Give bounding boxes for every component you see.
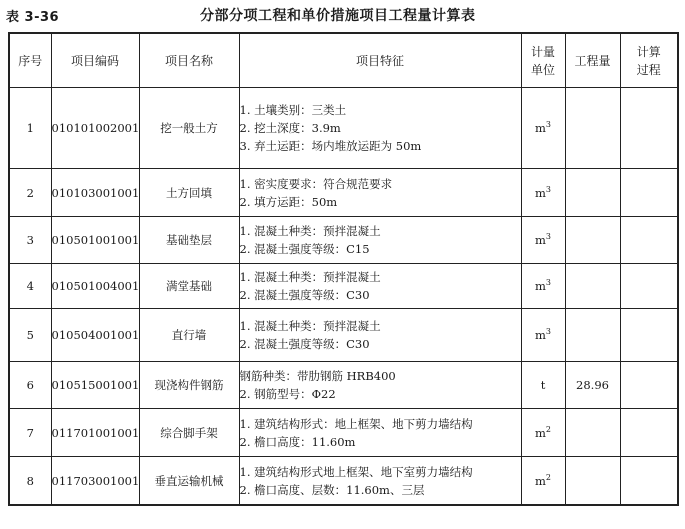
header-quantity: 工程量 — [565, 33, 620, 88]
cell-quantity — [565, 217, 620, 264]
cell-unit — [521, 217, 565, 264]
table-row — [9, 362, 678, 409]
table-row — [9, 88, 678, 169]
cell-code: 010103001001 — [51, 169, 139, 217]
cell-features — [239, 409, 521, 457]
cell-code: 011701001001 — [51, 409, 139, 457]
cell-name: 满堂基础 — [139, 264, 239, 309]
cell-features — [239, 169, 521, 217]
cell-name: 土方回填 — [139, 169, 239, 217]
cell-name: 综合脚手架 — [139, 409, 239, 457]
feature-line: 1. 混凝土种类：预拌混凝土 — [239, 270, 381, 284]
cell-seq: 2 — [9, 169, 51, 217]
cell-features — [239, 217, 521, 264]
cell-seq: 1 — [9, 88, 51, 169]
cell-code: 010501004001 — [51, 264, 139, 309]
unit-exponent: 2 — [545, 424, 551, 434]
cell-quantity — [565, 309, 620, 362]
feature-line: 1. 建筑结构形式：地上框架、地下剪力墙结构 — [239, 416, 473, 431]
unit-exponent: 3 — [545, 232, 551, 242]
cell-quantity: 28.96 — [565, 362, 620, 409]
unit-base: m — [535, 121, 546, 135]
cell-seq: 5 — [9, 309, 51, 362]
cell-quantity — [565, 264, 620, 309]
cell-name: 直行墙 — [139, 309, 239, 362]
cell-code: 010504001001 — [51, 309, 139, 362]
feature-line: 1. 土壤类别：三类土 — [239, 103, 347, 117]
header-calc — [620, 33, 678, 88]
unit-exponent: 3 — [545, 278, 551, 288]
unit-exponent: 3 — [545, 327, 551, 337]
cell-seq: 3 — [9, 217, 51, 264]
cell-features — [239, 362, 521, 409]
table-row — [9, 217, 678, 264]
unit-exponent: 3 — [545, 184, 551, 194]
header-calc-line1: 计算 — [636, 44, 661, 59]
cell-calc — [620, 88, 678, 169]
table-title: 分部分项工程和单价措施项目工程量计算表 — [200, 8, 476, 24]
unit-base: m — [535, 279, 546, 293]
cell-name: 基础垫层 — [139, 217, 239, 264]
cell-quantity — [565, 409, 620, 457]
unit-exponent: 3 — [545, 120, 551, 130]
table-row — [9, 264, 678, 309]
cell-calc — [620, 457, 678, 506]
cell-seq: 4 — [9, 264, 51, 309]
cell-unit — [521, 309, 565, 362]
cell-calc — [620, 409, 678, 457]
cell-features — [239, 309, 521, 362]
unit-base: m — [535, 233, 546, 247]
cell-code: 010515001001 — [51, 362, 139, 409]
cell-code: 010501001001 — [51, 217, 139, 264]
cell-seq: 6 — [9, 362, 51, 409]
feature-line: 2. 混凝土强度等级：C15 — [239, 242, 370, 256]
cell-unit — [521, 264, 565, 309]
feature-line: 2. 填方运距：50m — [239, 194, 338, 209]
header-code: 项目编码 — [51, 33, 139, 88]
feature-line: 1. 混凝土种类：预拌混凝土 — [239, 224, 381, 238]
cell-calc — [620, 362, 678, 409]
unit-exponent: 2 — [545, 472, 551, 482]
cell-quantity — [565, 88, 620, 169]
cell-calc — [620, 264, 678, 309]
feature-line: 1. 密实度要求：符合规范要求 — [239, 176, 393, 191]
header-calc-line2: 过程 — [636, 62, 661, 77]
cell-name: 挖一般土方 — [139, 88, 239, 169]
header-unit — [521, 33, 565, 88]
feature-line: 2. 檐口高度：11.60m — [239, 434, 356, 449]
header-unit-line2: 单位 — [530, 62, 555, 77]
cell-name: 现浇构件钢筋 — [139, 362, 239, 409]
cell-features — [239, 88, 521, 169]
table-row — [9, 457, 678, 506]
header-name: 项目名称 — [139, 33, 239, 88]
table-row — [9, 169, 678, 217]
cell-code: 011703001001 — [51, 457, 139, 506]
cell-unit — [521, 362, 565, 409]
cell-name: 垂直运输机械 — [139, 457, 239, 506]
cell-calc — [620, 217, 678, 264]
cell-unit — [521, 457, 565, 506]
feature-line: 2. 檐口高度、层数：11.60m、三层 — [239, 482, 425, 497]
cell-unit — [521, 88, 565, 169]
feature-line: 2. 钢筋型号：Φ22 — [239, 387, 336, 401]
feature-line: 3. 弃土运距：场内堆放运距为 50m — [239, 139, 422, 153]
table-row — [9, 309, 678, 362]
cell-calc — [620, 169, 678, 217]
cell-seq: 7 — [9, 409, 51, 457]
header-seq: 序号 — [9, 33, 51, 88]
feature-line: 2. 混凝土强度等级：C30 — [239, 288, 370, 302]
unit-base: m — [535, 328, 546, 342]
cell-unit — [521, 409, 565, 457]
cell-unit — [521, 169, 565, 217]
cell-features — [239, 457, 521, 506]
table-row — [9, 409, 678, 457]
table-caption — [0, 0, 685, 30]
unit-base: m — [535, 185, 546, 200]
feature-line: 1. 混凝土种类：预拌混凝土 — [239, 319, 381, 333]
cell-quantity — [565, 457, 620, 506]
table-number: 表 3-36 — [6, 10, 60, 25]
cell-code: 010101002001 — [51, 88, 139, 169]
quantity-calculation-table — [8, 32, 679, 506]
feature-line: 2. 混凝土强度等级：C30 — [239, 337, 370, 351]
header-features: 项目特征 — [239, 33, 521, 88]
feature-line: 1. 建筑结构形式地上框架、地下室剪力墙结构 — [239, 464, 473, 479]
feature-line: 2. 挖土深度：3.9m — [239, 121, 341, 135]
feature-line: 钢筋种类：带肋钢筋 HRB400 — [239, 369, 396, 383]
cell-quantity — [565, 169, 620, 217]
header-row — [9, 33, 678, 88]
unit-base: m — [535, 473, 546, 488]
unit-base: m — [535, 425, 546, 440]
cell-calc — [620, 309, 678, 362]
cell-features — [239, 264, 521, 309]
header-unit-line1: 计量 — [530, 44, 555, 59]
unit-base: t — [540, 378, 546, 392]
cell-seq: 8 — [9, 457, 51, 506]
